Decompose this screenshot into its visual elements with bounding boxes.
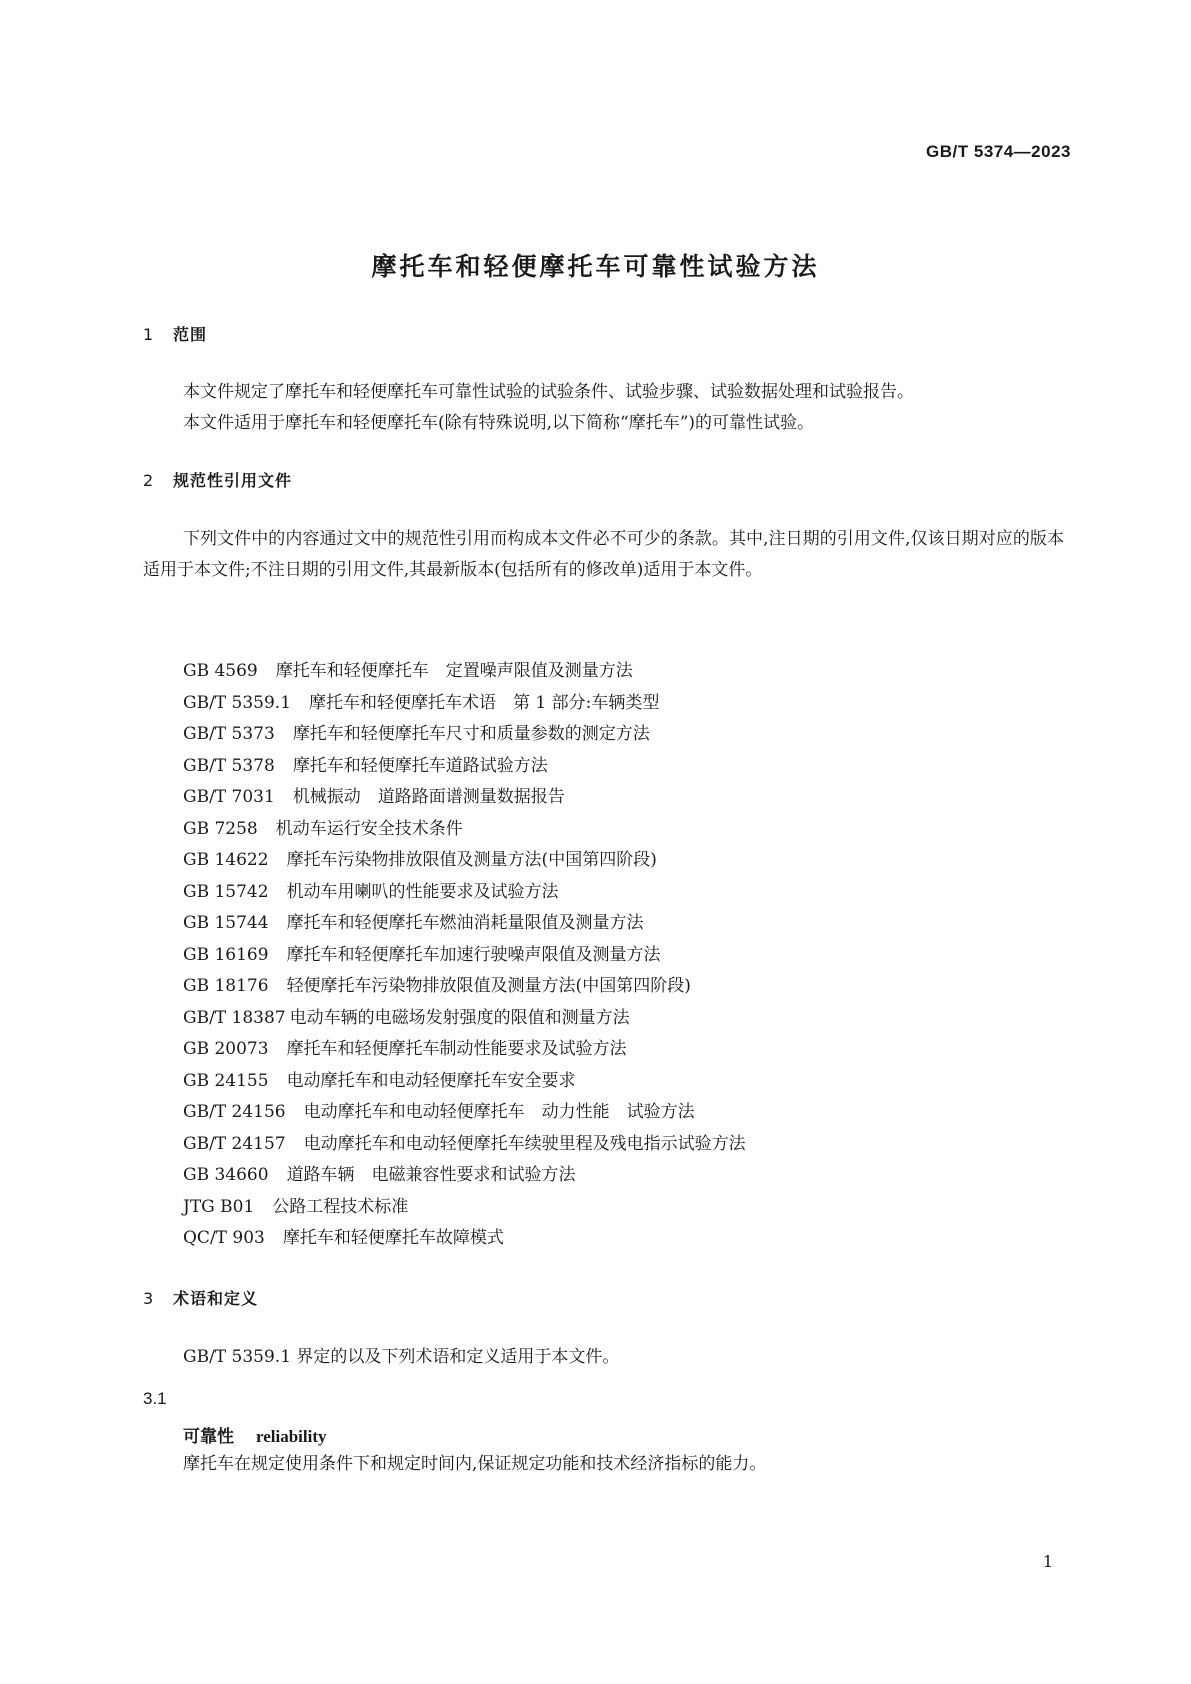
reference-title: 摩托车和轻便摩托车故障模式 <box>282 1228 504 1248</box>
reference-code: GB/T 24157 <box>183 1133 286 1154</box>
term-english: reliability <box>256 1427 327 1446</box>
reference-item <box>183 656 746 688</box>
section-title: 规范性引用文件 <box>173 471 293 490</box>
reference-title: 道路车辆 电磁兼容性要求和试验方法 <box>286 1165 576 1185</box>
reference-list <box>183 656 746 1255</box>
term-chinese: 可靠性 <box>183 1427 234 1447</box>
reference-code: GB 15742 <box>183 881 269 902</box>
reference-code: GB 14622 <box>183 850 269 870</box>
reference-item <box>183 814 746 846</box>
reference-title: 摩托车污染物排放限值及测量方法(中国第四阶段) <box>286 850 657 870</box>
reference-code: GB 20073 <box>183 1039 269 1059</box>
reference-code: GB 16169 <box>183 944 269 965</box>
reference-title: 公路工程技术标准 <box>272 1196 409 1217</box>
reference-code: GB/T 24156 <box>183 1102 286 1122</box>
reference-item <box>183 845 746 877</box>
reference-item <box>183 688 746 720</box>
term-clause-number: 3.1 <box>143 1389 167 1408</box>
reference-item <box>183 971 746 1003</box>
reference-code: GB/T 5373 <box>183 724 275 744</box>
reference-title: 摩托车和轻便摩托车道路试验方法 <box>292 755 548 776</box>
standard-number: GB/T 5374—2023 <box>926 142 1071 161</box>
reference-title: 机动车运行安全技术条件 <box>275 818 463 839</box>
reference-item <box>183 1192 746 1224</box>
reference-item <box>183 782 746 814</box>
reference-item <box>183 1129 746 1161</box>
term-definition: 摩托车在规定使用条件下和规定时间内,保证规定功能和技术经济指标的能力。 <box>183 1454 767 1474</box>
section-title: 范围 <box>173 325 208 344</box>
scope-paragraph-1: 本文件规定了摩托车和轻便摩托车可靠性试验的试验条件、试验步骤、试验数据处理和试验报告。 <box>183 382 914 402</box>
reference-code: GB/T 7031 <box>183 787 275 807</box>
reference-title: 摩托车和轻便摩托车术语 第 1 部分:车辆类型 <box>309 692 660 713</box>
reference-title: 机械振动 道路路面谱测量数据报告 <box>292 787 565 807</box>
section-heading-scope <box>143 322 207 345</box>
reference-code: GB 15744 <box>183 913 269 933</box>
reference-code: GB 34660 <box>183 1165 269 1185</box>
term-entry <box>183 1422 327 1447</box>
reference-code: GB 24155 <box>183 1070 269 1091</box>
reference-item <box>183 1223 746 1255</box>
reference-code: GB 4569 <box>183 661 258 681</box>
reference-title: 摩托车和轻便摩托车制动性能要求及试验方法 <box>286 1039 627 1059</box>
reference-code: GB/T 5359.1 <box>183 692 292 713</box>
reference-item <box>183 1066 746 1098</box>
reference-item <box>183 940 746 972</box>
reference-item <box>183 1034 746 1066</box>
scope-paragraph-2: 本文件适用于摩托车和轻便摩托车(除有特殊说明,以下简称“摩托车”)的可靠性试验。 <box>183 413 815 433</box>
reference-code: GB 7258 <box>183 818 258 839</box>
reference-item <box>183 719 746 751</box>
reference-item <box>183 877 746 909</box>
section-heading-terms-definitions <box>143 1286 258 1309</box>
reference-item <box>183 1097 746 1129</box>
reference-item <box>183 908 746 940</box>
reference-item <box>183 1003 746 1035</box>
document-title: 摩托车和轻便摩托车可靠性试验方法 <box>371 252 820 281</box>
reference-title: 机动车用喇叭的性能要求及试验方法 <box>286 881 559 902</box>
reference-title: 电动摩托车和电动轻便摩托车 动力性能 试验方法 <box>303 1102 695 1122</box>
reference-code: GB/T 5378 <box>183 755 275 776</box>
section-title: 术语和定义 <box>173 1289 259 1308</box>
references-intro-paragraph: 下列文件中的内容通过文中的规范性引用而构成本文件必不可少的条款。其中,注日期的引用文件,仅该日期对应的版本适用于本文件;不注日期的引用文件,其最新版本(包括所有的修改单)适用于本文件。 <box>143 529 1064 580</box>
reference-title: 摩托车和轻便摩托车燃油消耗量限值及测量方法 <box>286 913 644 933</box>
terms-intro-paragraph: GB/T 5359.1 界定的以及下列术语和定义适用于本文件。 <box>183 1347 620 1367</box>
section-number: 2 <box>143 471 155 490</box>
section-number: 1 <box>143 325 155 344</box>
reference-code: QC/T 903 <box>183 1228 265 1248</box>
reference-title: 电动摩托车和电动轻便摩托车续驶里程及残电指示试验方法 <box>303 1133 746 1154</box>
reference-code: GB/T 18387 <box>183 1007 286 1028</box>
reference-code: JTG B01 <box>183 1196 255 1217</box>
reference-title: 电动摩托车和电动轻便摩托车安全要求 <box>286 1070 576 1091</box>
reference-code: GB 18176 <box>183 976 269 996</box>
reference-title: 摩托车和轻便摩托车尺寸和质量参数的测定方法 <box>292 724 650 744</box>
page-number: 1 <box>1042 1552 1053 1571</box>
reference-item <box>183 751 746 783</box>
reference-title: 轻便摩托车污染物排放限值及测量方法(中国第四阶段) <box>286 976 691 996</box>
reference-title: 摩托车和轻便摩托车 定置噪声限值及测量方法 <box>275 661 633 681</box>
reference-item <box>183 1160 746 1192</box>
reference-title: 电动车辆的电磁场发射强度的限值和测量方法 <box>289 1007 630 1028</box>
section-number: 3 <box>143 1289 155 1308</box>
reference-title: 摩托车和轻便摩托车加速行驶噪声限值及测量方法 <box>286 944 661 965</box>
section-heading-normative-references <box>143 468 292 491</box>
